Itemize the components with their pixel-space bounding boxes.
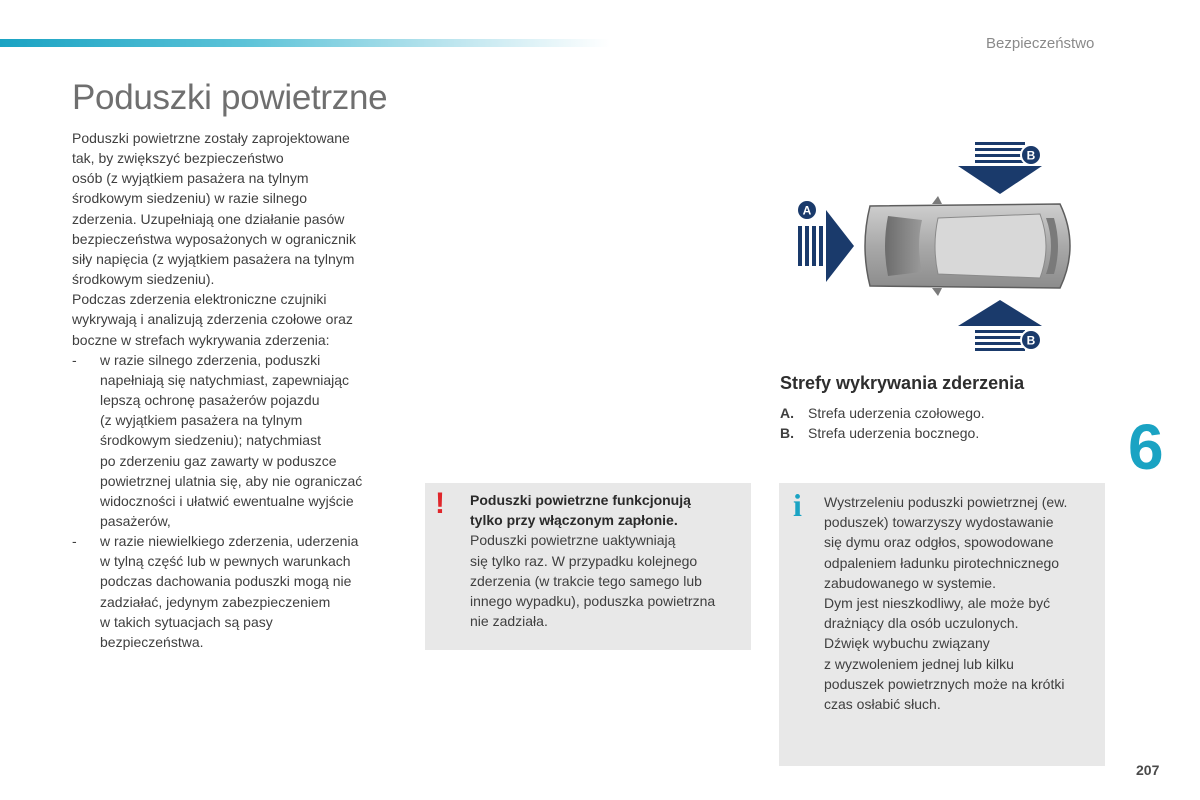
bullet-dash: - — [72, 351, 77, 368]
bullet-line: bezpieczeństwa. — [100, 633, 204, 650]
intro-line: środkowym siedzeniu). — [72, 271, 215, 288]
warning-line: innego wypadku), poduszka powietrzna — [470, 593, 716, 610]
bullet-line: powietrznej ulatnia się, aby nie ograniczać — [100, 472, 363, 489]
info-line: Wystrzeleniu poduszki powietrznej (ew. — [824, 494, 1068, 510]
info-line: Dźwięk wybuchu związany — [824, 635, 990, 652]
header-accent-bar — [0, 39, 610, 47]
bullet-line: podczas dachowania poduszki mogą nie — [100, 573, 352, 590]
warning-line: się tylko raz. W przypadku kolejnego — [470, 552, 698, 569]
warning-bold-line: Poduszki powietrzne funkcjonują — [470, 492, 691, 508]
bullet-line: pasażerów, — [100, 512, 171, 529]
intro-line: osób (z wyjątkiem pasażera na tylnym — [72, 170, 309, 187]
car-top-view-icon — [865, 196, 1070, 296]
intro-line: boczne w strefach wykrywania zderzenia: — [72, 331, 330, 348]
bullet-line: zadziałać, jedynym zabezpieczeniem — [100, 593, 331, 610]
collision-zones-diagram — [790, 138, 1090, 360]
intro-line: siły napięcia (z wyjątkiem pasażera na tylnym — [72, 250, 355, 267]
bullet-line: w tylną część lub w pewnych warunkach — [100, 553, 351, 570]
bullet-line: napełniają się natychmiast, zapewniając — [100, 371, 350, 388]
bullet-text — [100, 350, 402, 531]
bullet-text — [100, 531, 402, 652]
page-title: Poduszki powietrzne — [72, 78, 388, 117]
info-line: zabudowanego w systemie. — [824, 574, 996, 591]
info-line: odpaleniem ładunku pirotechnicznego — [824, 554, 1060, 571]
warning-line: zderzenia (w trakcie tego samego lub — [470, 572, 702, 589]
intro-text — [72, 128, 402, 652]
intro-line: środkowym siedzeniu) w razie silnego — [72, 190, 307, 207]
intro-line: bezpieczeństwa wyposażonych w ogranicznik — [72, 230, 357, 247]
warning-box — [425, 483, 751, 650]
badge-b-bottom-icon — [1021, 330, 1041, 350]
bullet-line: środkowym siedzeniu); natychmiast — [100, 432, 321, 449]
zones-list — [780, 403, 985, 443]
badge-b-bottom-label: B — [1026, 333, 1036, 348]
info-line: się dymu oraz odgłos, spowodowane — [824, 534, 1054, 551]
exclamation-icon: ! — [435, 487, 445, 520]
page-number: 207 — [1136, 762, 1160, 778]
badge-b-top-icon — [1021, 145, 1041, 165]
zone-letter: B. — [780, 425, 794, 441]
badge-a-label: A — [802, 203, 812, 218]
intro-line: zderzenia. Uzupełniają one działanie pasów — [72, 210, 345, 227]
info-line: drażniący dla osób uczulonych. — [824, 615, 1019, 632]
bullet-dash: - — [72, 533, 77, 550]
bullet-line: w razie niewielkiego zderzenia, uderzenia — [100, 533, 359, 550]
bullet-line: lepszą ochronę pasażerów pojazdu — [100, 392, 320, 409]
intro-line: Poduszki powietrzne zostały zaprojektowane — [72, 130, 350, 146]
info-text — [824, 492, 1099, 714]
bullet-line: widoczności i ułatwić ewentualne wyjście — [100, 492, 354, 509]
bullet-item — [72, 350, 402, 531]
info-line: poduszek) towarzyszy wydostawanie — [824, 514, 1054, 531]
badge-b-top-label: B — [1026, 148, 1036, 163]
intro-line: wykrywają i analizują zderzenia czołowe oraz — [72, 311, 353, 328]
bullet-line: po zderzeniu gaz zawarty w poduszce — [100, 452, 337, 469]
info-line: czas osłabić słuch. — [824, 696, 941, 713]
zones-title: Strefy wykrywania zderzenia — [780, 373, 1025, 393]
bullet-line: w takich sytuacjach są pasy — [100, 613, 273, 630]
info-line: Dym jest nieszkodliwy, ale może być — [824, 595, 1051, 612]
chapter-number: 6 — [1128, 411, 1164, 483]
zone-item — [780, 423, 985, 443]
bullet-item — [72, 531, 402, 652]
intro-line: tak, by zwiększyć bezpieczeństwo — [72, 150, 284, 167]
badge-a-icon — [797, 200, 817, 220]
warning-text — [470, 490, 745, 631]
bullet-line: w razie silnego zderzenia, poduszki — [100, 351, 321, 368]
zone-text: Strefa uderzenia bocznego. — [808, 425, 980, 441]
section-title: Bezpieczeństwo — [986, 35, 1095, 52]
zone-text: Strefa uderzenia czołowego. — [808, 405, 985, 421]
zone-item — [780, 403, 985, 423]
warning-line: nie zadziała. — [470, 613, 548, 630]
warning-line: Poduszki powietrzne uaktywniają — [470, 532, 676, 549]
info-icon: i — [793, 487, 802, 523]
intro-line: Podczas zderzenia elektroniczne czujniki — [72, 291, 327, 308]
bullet-line: (z wyjątkiem pasażera na tylnym — [100, 412, 303, 429]
warning-bold-line: tylko przy włączonym zapłonie. — [470, 512, 678, 529]
zone-letter: A. — [780, 405, 794, 421]
info-line: z wyzwoleniem jednej lub kilku — [824, 655, 1014, 672]
info-box — [779, 483, 1105, 766]
info-line: poduszek powietrznych może na krótki — [824, 675, 1065, 692]
